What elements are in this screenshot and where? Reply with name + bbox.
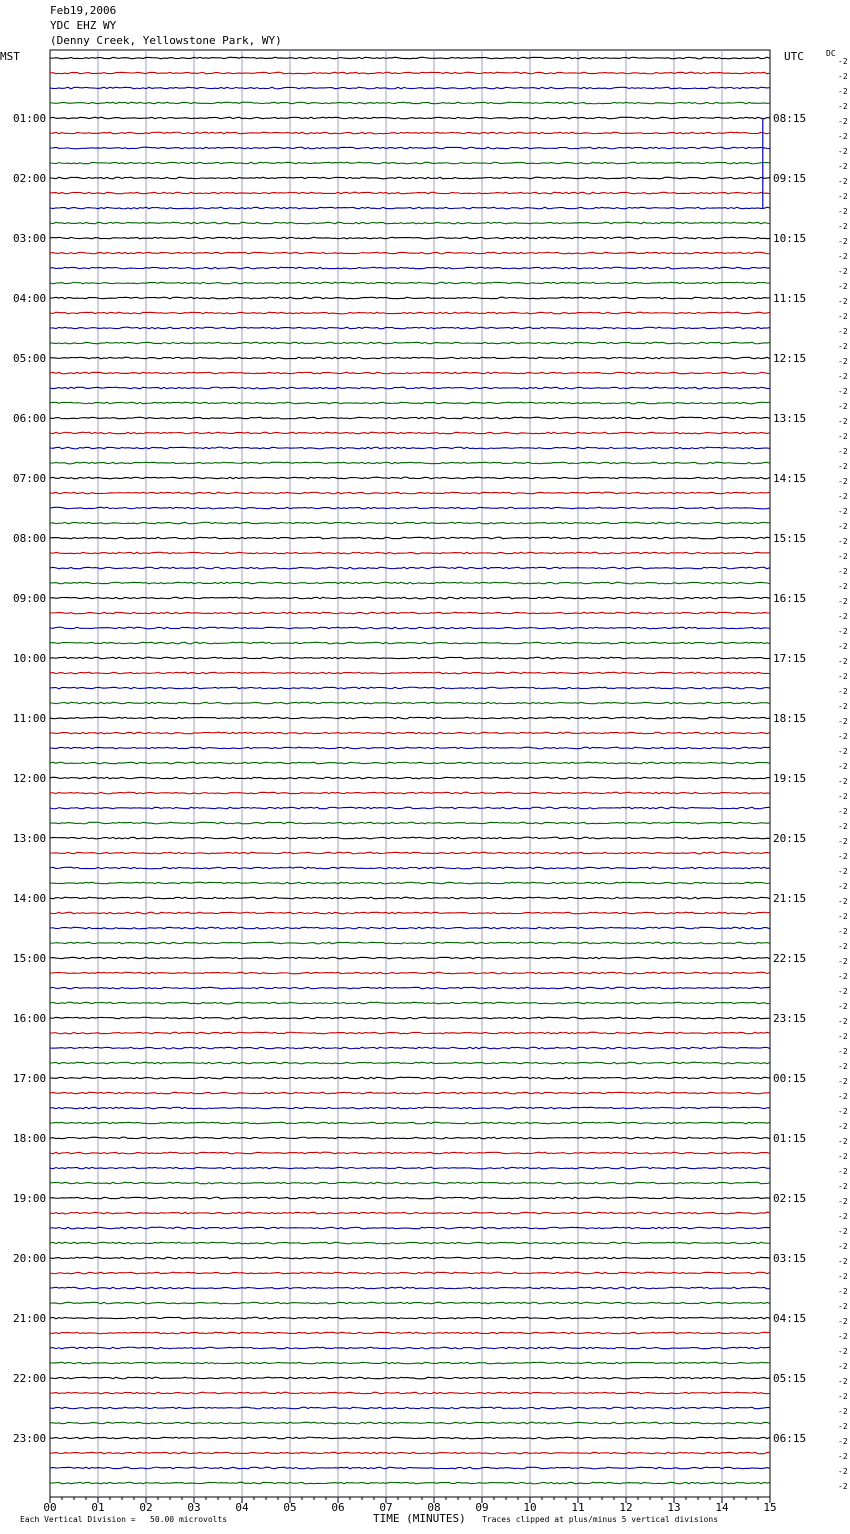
- mst-hour-label: 17:00: [13, 1072, 47, 1085]
- record-date: Feb19,2006: [50, 4, 117, 17]
- trace-dc-value: -2: [838, 1362, 848, 1371]
- trace-dc-value: -2: [838, 1302, 848, 1311]
- x-tick-label: 07: [379, 1501, 393, 1514]
- trace-dc-value: -2: [838, 822, 848, 831]
- trace-line: [50, 1137, 770, 1139]
- clipping-note: Traces clipped at plus/minus 5 vertical divisions: [482, 1515, 719, 1524]
- trace-line: [50, 282, 770, 284]
- utc-hour-label: 20:15: [773, 832, 807, 845]
- trace-line: [50, 87, 770, 89]
- trace-dc-value: -2: [838, 1332, 848, 1341]
- mst-hour-label: 02:00: [13, 172, 47, 185]
- vertical-division-note: Each Vertical Division = 50.00 microvolts: [20, 1515, 228, 1524]
- trace-dc-value: -2: [838, 312, 848, 321]
- utc-hour-label: 03:15: [773, 1252, 807, 1265]
- trace-line: [50, 1422, 770, 1424]
- trace-dc-value: -2: [838, 222, 848, 231]
- trace-line: [50, 657, 770, 659]
- trace-line: [50, 1212, 770, 1214]
- trace-line: [50, 1347, 770, 1349]
- trace-line: [50, 327, 770, 329]
- trace-dc-value: -2: [838, 702, 848, 711]
- utc-hour-label: 09:15: [773, 172, 807, 185]
- trace-dc-value: -2: [838, 372, 848, 381]
- trace-dc-value: -2: [838, 1197, 848, 1206]
- trace-line: [50, 1482, 770, 1484]
- mst-hour-label: 14:00: [13, 892, 47, 905]
- trace-line: [50, 687, 770, 689]
- trace-line: [50, 522, 770, 524]
- trace-dc-value: -2: [838, 1317, 848, 1326]
- trace-line: [50, 432, 770, 434]
- trace-line: [50, 837, 770, 839]
- utc-hour-label: 23:15: [773, 1012, 807, 1025]
- x-tick-label: 09: [475, 1501, 489, 1514]
- x-tick-label: 13: [667, 1501, 681, 1514]
- utc-hour-label: 06:15: [773, 1432, 807, 1445]
- trace-line: [50, 822, 770, 824]
- trace-line: [50, 1302, 770, 1304]
- trace-line: [50, 1002, 770, 1004]
- utc-hour-label: 08:15: [773, 112, 807, 125]
- trace-dc-value: -2: [838, 327, 848, 336]
- trace-dc-value: -2: [838, 462, 848, 471]
- trace-dc-value: -2: [838, 282, 848, 291]
- trace-dc-value: -2: [838, 57, 848, 66]
- trace-dc-value: -2: [838, 237, 848, 246]
- x-tick-label: 06: [331, 1501, 345, 1514]
- utc-hour-label: 22:15: [773, 952, 807, 965]
- utc-hour-label: 01:15: [773, 1132, 807, 1145]
- trace-dc-value: -2: [838, 1347, 848, 1356]
- trace-line: [50, 792, 770, 794]
- utc-hour-label: 18:15: [773, 712, 807, 725]
- trace-dc-value: -2: [838, 627, 848, 636]
- utc-hour-label: 12:15: [773, 352, 807, 365]
- trace-line: [50, 387, 770, 389]
- trace-dc-value: -2: [838, 177, 848, 186]
- trace-line: [50, 597, 770, 599]
- trace-line: [50, 1437, 770, 1439]
- trace-line: [50, 252, 770, 254]
- trace-dc-value: -2: [838, 852, 848, 861]
- mst-hour-label: 20:00: [13, 1252, 47, 1265]
- trace-line: [50, 312, 770, 314]
- trace-dc-value: -2: [838, 117, 848, 126]
- trace-line: [50, 567, 770, 569]
- trace-line: [50, 177, 770, 179]
- x-tick-label: 14: [715, 1501, 729, 1514]
- x-tick-label: 10: [523, 1501, 537, 1514]
- trace-dc-value: -2: [838, 867, 848, 876]
- trace-line: [50, 417, 770, 419]
- mst-hour-label: 05:00: [13, 352, 47, 365]
- trace-dc-value: -2: [838, 762, 848, 771]
- x-tick-label: 05: [283, 1501, 297, 1514]
- x-tick-label: 12: [619, 1501, 633, 1514]
- plot-frame: [50, 50, 770, 1497]
- trace-line: [50, 957, 770, 959]
- trace-dc-value: -2: [838, 642, 848, 651]
- trace-dc-value: -2: [838, 1377, 848, 1386]
- utc-hour-label: 15:15: [773, 532, 807, 545]
- trace-dc-value: -2: [838, 207, 848, 216]
- trace-line: [50, 477, 770, 479]
- x-tick-label: 15: [763, 1501, 777, 1514]
- x-tick-label: 03: [187, 1501, 201, 1514]
- trace-dc-value: -2: [838, 1227, 848, 1236]
- trace-line: [50, 462, 770, 464]
- station-code: YDC EHZ WY: [50, 19, 117, 32]
- trace-line: [50, 1152, 770, 1154]
- trace-line: [50, 1257, 770, 1259]
- mst-hour-label: 11:00: [13, 712, 47, 725]
- trace-dc-value: -2: [838, 957, 848, 966]
- trace-line: [50, 357, 770, 359]
- trace-dc-value: -2: [838, 672, 848, 681]
- trace-dc-value: -2: [838, 102, 848, 111]
- trace-line: [50, 57, 770, 59]
- trace-dc-value: -2: [838, 1152, 848, 1161]
- station-location: (Denny Creek, Yellowstone Park, WY): [50, 34, 282, 47]
- trace-line: [50, 642, 770, 644]
- mst-hour-label: 23:00: [13, 1432, 47, 1445]
- utc-hour-label: 10:15: [773, 232, 807, 245]
- trace-dc-value: -2: [838, 402, 848, 411]
- trace-line: [50, 1032, 770, 1034]
- trace-dc-value: -2: [838, 1077, 848, 1086]
- trace-dc-value: -2: [838, 1467, 848, 1476]
- trace-line: [50, 237, 770, 239]
- trace-line: [50, 1062, 770, 1064]
- trace-dc-value: -2: [838, 132, 848, 141]
- mst-hour-label: 07:00: [13, 472, 47, 485]
- x-tick-label: 01: [91, 1501, 105, 1514]
- trace-dc-value: -2: [838, 252, 848, 261]
- trace-line: [50, 987, 770, 989]
- trace-dc-value: -2: [838, 792, 848, 801]
- x-tick-label: 11: [571, 1501, 585, 1514]
- trace-line: [50, 1242, 770, 1244]
- utc-hour-label: 02:15: [773, 1192, 807, 1205]
- trace-line: [50, 192, 770, 194]
- trace-line: [50, 942, 770, 944]
- trace-dc-value: -2: [838, 897, 848, 906]
- trace-line: [50, 1377, 770, 1379]
- trace-line: [50, 852, 770, 854]
- mst-hour-label: 08:00: [13, 532, 47, 545]
- trace-line: [50, 297, 770, 299]
- trace-line: [50, 552, 770, 554]
- trace-dc-value: -2: [838, 1092, 848, 1101]
- x-tick-label: 08: [427, 1501, 441, 1514]
- trace-line: [50, 447, 770, 449]
- trace-line: [50, 582, 770, 584]
- trace-dc-value: -2: [838, 1287, 848, 1296]
- trace-line: [50, 162, 770, 164]
- trace-dc-value: -2: [838, 1032, 848, 1041]
- trace-line: [50, 342, 770, 344]
- trace-dc-value: -2: [838, 192, 848, 201]
- trace-line: [50, 1107, 770, 1109]
- trace-dc-value: -2: [838, 987, 848, 996]
- trace-dc-value: -2: [838, 1437, 848, 1446]
- trace-dc-value: -2: [838, 297, 848, 306]
- trace-line: [50, 132, 770, 134]
- mst-hour-label: 01:00: [13, 112, 47, 125]
- trace-line: [50, 882, 770, 884]
- trace-line: [50, 1317, 770, 1319]
- trace-line: [50, 777, 770, 779]
- trace-dc-value: -2: [838, 1167, 848, 1176]
- trace-dc-value: -2: [838, 837, 848, 846]
- trace-dc-value: -2: [838, 1482, 848, 1491]
- trace-dc-value: -2: [838, 537, 848, 546]
- trace-dc-value: -2: [838, 1182, 848, 1191]
- trace-line: [50, 732, 770, 734]
- trace-dc-value: -2: [838, 567, 848, 576]
- trace-line: [50, 1407, 770, 1409]
- trace-dc-value: -2: [838, 522, 848, 531]
- utc-hour-label: 11:15: [773, 292, 807, 305]
- trace-line: [50, 267, 770, 269]
- trace-dc-value: -2: [838, 972, 848, 981]
- trace-dc-value: -2: [838, 1272, 848, 1281]
- trace-line: [50, 1047, 770, 1049]
- utc-hour-label: 13:15: [773, 412, 807, 425]
- trace-dc-value: -2: [838, 552, 848, 561]
- trace-line: [50, 1272, 770, 1274]
- trace-dc-value: -2: [838, 927, 848, 936]
- utc-hour-label: 14:15: [773, 472, 807, 485]
- mst-axis-label: MST: [0, 50, 20, 63]
- mst-hour-label: 10:00: [13, 652, 47, 665]
- trace-dc-value: -2: [838, 732, 848, 741]
- trace-dc-value: -2: [838, 357, 848, 366]
- trace-line: [50, 627, 770, 629]
- trace-dc-value: -2: [838, 1122, 848, 1131]
- trace-dc-value: -2: [838, 417, 848, 426]
- trace-line: [50, 1452, 770, 1454]
- mst-hour-label: 22:00: [13, 1372, 47, 1385]
- trace-line: [50, 612, 770, 614]
- trace-dc-value: -2: [838, 1422, 848, 1431]
- trace-dc-value: -2: [838, 942, 848, 951]
- mst-hour-label: 15:00: [13, 952, 47, 965]
- trace-dc-value: -2: [838, 882, 848, 891]
- trace-line: [50, 1362, 770, 1364]
- trace-line: [50, 1017, 770, 1019]
- trace-line: [50, 1122, 770, 1124]
- mst-hour-label: 06:00: [13, 412, 47, 425]
- trace-dc-value: -2: [838, 1017, 848, 1026]
- trace-line: [50, 402, 770, 404]
- trace-dc-value: -2: [838, 477, 848, 486]
- trace-dc-value: -2: [838, 72, 848, 81]
- x-tick-label: 04: [235, 1501, 249, 1514]
- trace-line: [50, 972, 770, 974]
- trace-dc-value: -2: [838, 582, 848, 591]
- mst-hour-label: 12:00: [13, 772, 47, 785]
- trace-dc-value: -2: [838, 1257, 848, 1266]
- trace-line: [50, 507, 770, 509]
- trace-line: [50, 147, 770, 149]
- trace-dc-value: -2: [838, 597, 848, 606]
- mst-hour-label: 04:00: [13, 292, 47, 305]
- trace-dc-value: -2: [838, 162, 848, 171]
- mst-hour-label: 21:00: [13, 1312, 47, 1325]
- trace-dc-value: -2: [838, 432, 848, 441]
- trace-dc-value: -2: [838, 147, 848, 156]
- trace-dc-value: -2: [838, 447, 848, 456]
- trace-line: [50, 672, 770, 674]
- utc-hour-label: 19:15: [773, 772, 807, 785]
- trace-dc-value: -2: [838, 1062, 848, 1071]
- trace-line: [50, 747, 770, 749]
- x-tick-label: 02: [139, 1501, 153, 1514]
- trace-dc-value: -2: [838, 387, 848, 396]
- utc-hour-label: 00:15: [773, 1072, 807, 1085]
- trace-line: [50, 222, 770, 224]
- trace-line: [50, 1077, 770, 1079]
- mst-hour-label: 09:00: [13, 592, 47, 605]
- trace-dc-value: -2: [838, 777, 848, 786]
- trace-dc-value: -2: [838, 1212, 848, 1221]
- trace-line: [50, 1092, 770, 1094]
- trace-dc-value: -2: [838, 1452, 848, 1461]
- trace-dc-value: -2: [838, 1407, 848, 1416]
- trace-dc-value: -2: [838, 1107, 848, 1116]
- trace-dc-value: -2: [838, 747, 848, 756]
- trace-line: [50, 1182, 770, 1184]
- utc-axis-label: UTC: [784, 50, 804, 63]
- dc-column-label: DC: [826, 49, 836, 58]
- trace-line: [50, 807, 770, 809]
- trace-dc-value: -2: [838, 87, 848, 96]
- trace-line: [50, 927, 770, 929]
- trace-line: [50, 207, 770, 209]
- trace-dc-value: -2: [838, 1137, 848, 1146]
- trace-dc-value: -2: [838, 1002, 848, 1011]
- trace-dc-value: -2: [838, 912, 848, 921]
- trace-dc-value: -2: [838, 807, 848, 816]
- utc-hour-label: 04:15: [773, 1312, 807, 1325]
- x-axis-title: TIME (MINUTES): [373, 1512, 466, 1525]
- trace-dc-value: -2: [838, 342, 848, 351]
- utc-hour-label: 21:15: [773, 892, 807, 905]
- mst-hour-label: 16:00: [13, 1012, 47, 1025]
- utc-hour-label: 05:15: [773, 1372, 807, 1385]
- mst-hour-label: 13:00: [13, 832, 47, 845]
- trace-line: [50, 1227, 770, 1229]
- trace-dc-value: -2: [838, 507, 848, 516]
- trace-line: [50, 117, 770, 119]
- trace-line: [50, 1332, 770, 1334]
- trace-line: [50, 702, 770, 704]
- trace-dc-value: -2: [838, 1047, 848, 1056]
- trace-line: [50, 1467, 770, 1469]
- mst-hour-label: 03:00: [13, 232, 47, 245]
- trace-line: [50, 492, 770, 494]
- mst-hour-label: 18:00: [13, 1132, 47, 1145]
- trace-dc-value: -2: [838, 612, 848, 621]
- trace-dc-value: -2: [838, 1242, 848, 1251]
- trace-line: [50, 1392, 770, 1394]
- x-tick-label: 00: [43, 1501, 57, 1514]
- trace-line: [50, 867, 770, 869]
- trace-line: [50, 912, 770, 914]
- trace-line: [50, 537, 770, 539]
- mst-hour-label: 19:00: [13, 1192, 47, 1205]
- trace-line: [50, 1197, 770, 1199]
- trace-dc-value: -2: [838, 1392, 848, 1401]
- trace-line: [50, 372, 770, 374]
- trace-dc-value: -2: [838, 687, 848, 696]
- trace-line: [50, 717, 770, 719]
- trace-dc-value: -2: [838, 657, 848, 666]
- utc-hour-label: 17:15: [773, 652, 807, 665]
- utc-hour-label: 16:15: [773, 592, 807, 605]
- trace-line: [50, 72, 770, 74]
- trace-dc-value: -2: [838, 492, 848, 501]
- trace-line: [50, 102, 770, 104]
- trace-line: [50, 762, 770, 764]
- trace-dc-value: -2: [838, 267, 848, 276]
- trace-dc-value: -2: [838, 717, 848, 726]
- trace-line: [50, 1167, 770, 1169]
- trace-line: [50, 897, 770, 899]
- trace-line: [50, 1287, 770, 1289]
